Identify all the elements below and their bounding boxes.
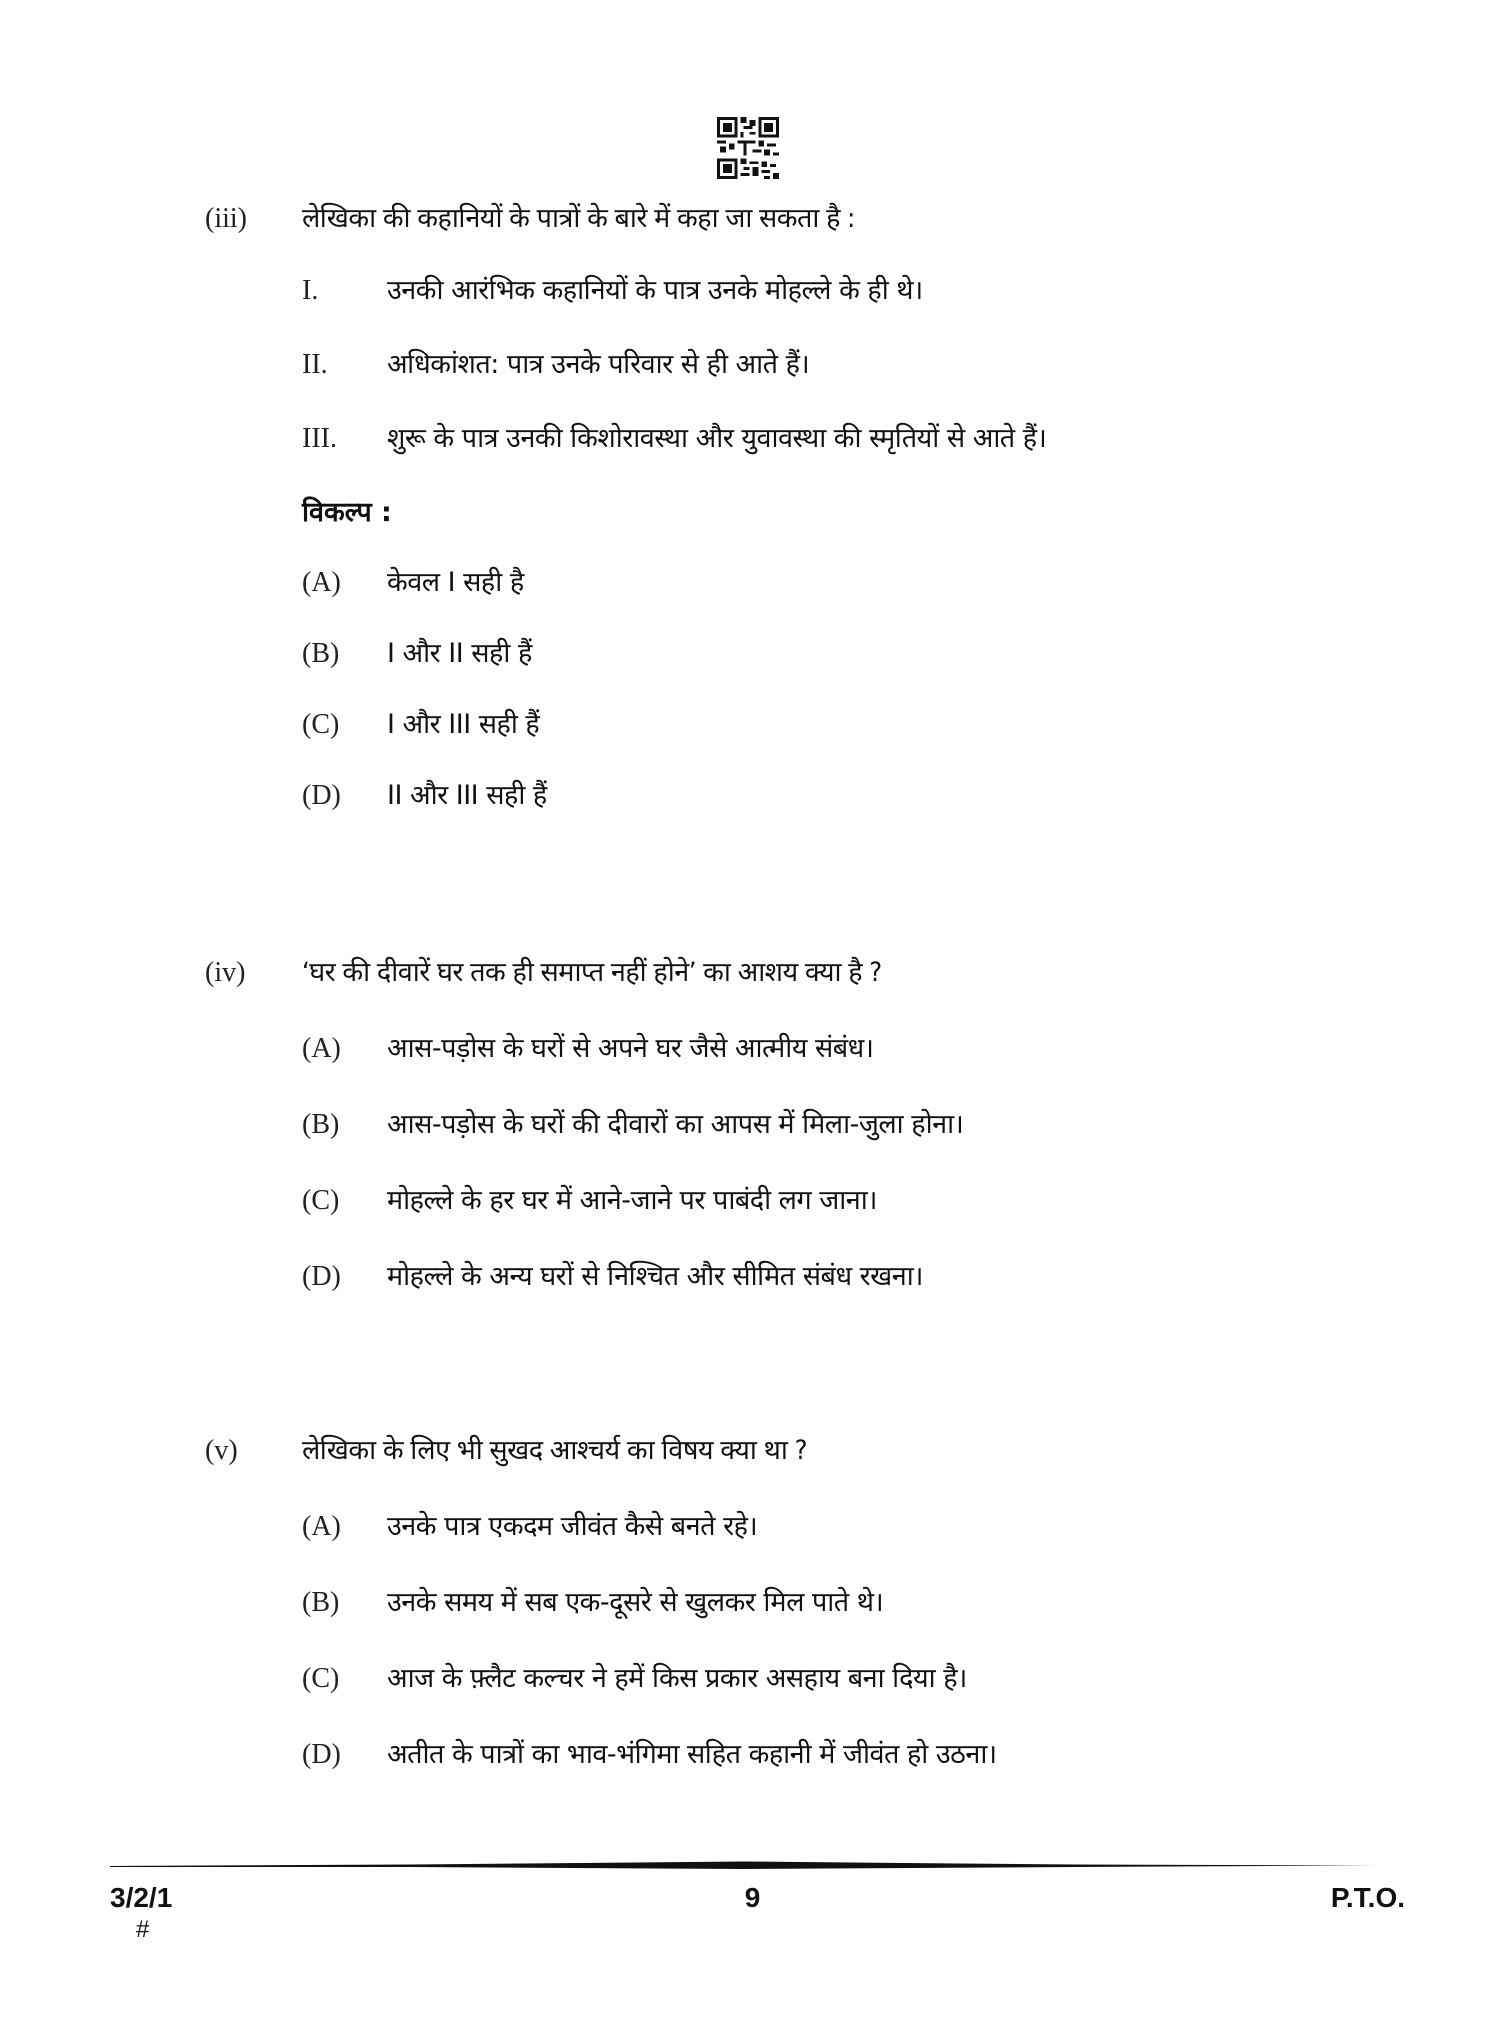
option-label: (B) — [302, 638, 340, 669]
footer-hash: # — [136, 1916, 150, 1943]
question-number: (iii) — [205, 203, 247, 234]
options-heading: विकल्प : — [302, 497, 392, 528]
option-label: (C) — [302, 1663, 340, 1694]
option-text: II और III सही हैं — [387, 780, 547, 811]
page-number: 9 — [744, 1882, 761, 1913]
option-text: आस-पड़ोस के घरों से अपने घर जैसे आत्मीय संबंध। — [387, 1033, 874, 1064]
option-item — [302, 1104, 1385, 1180]
option-item — [302, 1256, 1385, 1332]
qr-code-icon — [717, 117, 779, 179]
option-label: (A) — [302, 567, 341, 598]
option-item — [302, 1180, 1385, 1256]
option-item — [302, 633, 1385, 704]
statement-item — [302, 418, 1385, 492]
option-text: अतीत के पात्रों का भाव-भंगिमा सहित कहानी में जीवंत हो उठना। — [387, 1739, 997, 1770]
option-label: (B) — [302, 1109, 340, 1140]
option-label: (A) — [302, 1511, 341, 1542]
footer-divider — [110, 1861, 1376, 1869]
option-item — [302, 704, 1385, 775]
statement-label: III. — [302, 423, 337, 454]
statement-item — [302, 344, 1385, 418]
option-text: उनके पात्र एकदम जीवंत कैसे बनते रहे। — [387, 1511, 758, 1542]
statement-text: उनकी आरंभिक कहानियों के पात्र उनके मोहल्ले के ही थे। — [387, 275, 923, 306]
option-item — [302, 1506, 1385, 1582]
option-text: मोहल्ले के हर घर में आने-जाने पर पाबंदी लग जाना। — [387, 1185, 877, 1216]
option-text: I और II सही हैं — [387, 638, 532, 669]
option-item — [302, 1658, 1385, 1734]
statement-label: I. — [302, 275, 319, 306]
question-text: लेखिका के लिए भी सुखद आश्चर्य का विषय क्या था ? — [302, 1435, 807, 1466]
option-item — [302, 1734, 1385, 1810]
option-text: उनके समय में सब एक-दूसरे से खुलकर मिल पाते थे। — [387, 1587, 884, 1618]
question-number: (iv) — [205, 957, 246, 988]
option-label: (C) — [302, 1185, 340, 1216]
option-item — [302, 1028, 1385, 1104]
pto-label: P.T.O. — [1330, 1882, 1405, 1913]
statement-text: अधिकांशत: पात्र उनके परिवार से ही आते हैं। — [387, 349, 810, 380]
option-label: (A) — [302, 1033, 341, 1064]
question-number: (v) — [205, 1435, 238, 1466]
option-text: I और III सही हैं — [387, 709, 540, 740]
option-label: (C) — [302, 709, 340, 740]
option-label: (D) — [302, 1261, 341, 1292]
question-v — [205, 1430, 1385, 1810]
paper-code: 3/2/1 — [110, 1882, 173, 1913]
option-label: (D) — [302, 780, 341, 811]
option-text: केवल I सही है — [387, 567, 524, 598]
statement-text: शुरू के पात्र उनकी किशोरावस्था और युवावस्था की स्मृतियों से आते हैं। — [387, 423, 1047, 454]
option-item — [302, 1582, 1385, 1658]
question-text: ‘घर की दीवारें घर तक ही समाप्त नहीं होने’ का आशय क्या है ? — [302, 957, 882, 988]
statement-item — [302, 258, 1385, 344]
option-label: (D) — [302, 1739, 341, 1770]
question-iv — [205, 952, 1385, 1332]
option-text: आस-पड़ोस के घरों की दीवारों का आपस में मिला-जुला होना। — [387, 1109, 964, 1140]
option-label: (B) — [302, 1587, 340, 1618]
option-text: आज के फ़्लैट कल्चर ने हमें किस प्रकार असहाय बना दिया है। — [387, 1663, 967, 1694]
statement-label: II. — [302, 349, 328, 380]
option-item — [302, 775, 1385, 846]
question-text: लेखिका की कहानियों के पात्रों के बारे में कहा जा सकता है : — [302, 203, 855, 234]
option-text: मोहल्ले के अन्य घरों से निश्चित और सीमित संबंध रखना। — [387, 1261, 923, 1292]
question-iii — [205, 198, 1385, 846]
option-item — [302, 562, 1385, 633]
